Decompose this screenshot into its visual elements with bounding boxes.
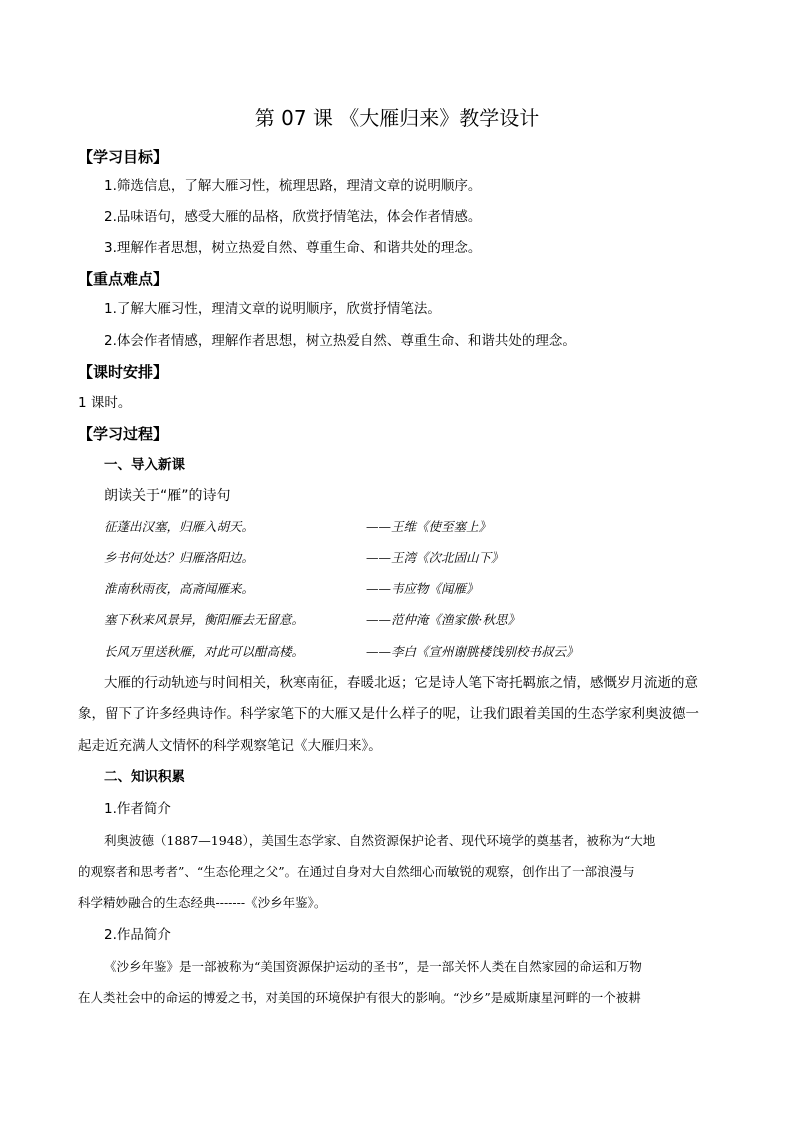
- poem-line: 淮南秋雨夜，高斋闻雁来。: [104, 581, 255, 596]
- goal-item: 2.品味语句，感受大雁的品格，欣赏抒情笔法，体会作者情感。: [104, 209, 482, 225]
- schedule-text: 1 课时。: [78, 395, 132, 411]
- heading-learning-process: 【学习过程】: [78, 425, 169, 443]
- page-title: 第 07 课 《大雁归来》教学设计: [254, 106, 540, 130]
- poem-source: ——韦应物《闻雁》: [366, 581, 479, 596]
- author-intro-line: 的观察者和思考者”、“生态伦理之父”。在通过自身对大自然细心而敏锐的观察，创作出了一部浪漫与: [78, 864, 635, 879]
- work-intro-title: 2.作品简介: [104, 927, 171, 943]
- poem-source: ——范仲淹《渔家傲·秋思》: [366, 612, 520, 627]
- author-intro-line: 科学精妙融合的生态经典-------《沙乡年鉴》。: [78, 895, 327, 910]
- key-item: 1.了解大雁习性，理清文章的说明顺序，欣赏抒情笔法。: [104, 301, 441, 317]
- part1-title: 一、导入新课: [104, 457, 185, 473]
- poem-line: 塞下秋来风景异，衡阳雁去无留意。: [104, 612, 305, 627]
- poem-intro: 朗读关于“雁”的诗句: [104, 488, 231, 504]
- part2-title: 二、知识积累: [104, 769, 185, 785]
- work-intro-line: 在人类社会中的命运的博爱之书，对美国的环境保护有很大的影响。“沙乡”是威斯康星河畔的一个被耕: [78, 990, 641, 1005]
- heading-learning-goals: 【学习目标】: [78, 148, 169, 166]
- intro-paragraph-line: 象，留下了许多经典诗作。科学家笔下的大雁又是什么样子的呢，让我们跟着美国的生态学家利奥波德一: [78, 706, 699, 722]
- poem-line: 征蓬出汉塞，归雁入胡天。: [104, 519, 255, 534]
- goal-item: 3.理解作者思想，树立热爱自然、尊重生命、和谐共处的理念。: [104, 240, 482, 256]
- work-intro-line: 《沙乡年鉴》是一部被称为“美国资源保护运动的圣书”，是一部关怀人类在自然家园的命运和万物: [104, 959, 642, 974]
- poem-line: 乡书何处达？归雁洛阳边。: [104, 550, 255, 565]
- heading-key-points: 【重点难点】: [78, 270, 169, 288]
- poem-source: ——王湾《次北固山下》: [366, 550, 504, 565]
- heading-schedule: 【课时安排】: [78, 363, 169, 381]
- poem-line: 长风万里送秋雁，对此可以酣高楼。: [104, 644, 305, 659]
- author-intro-line: 利奥波德（1887—1948），美国生态学家、自然资源保护论者、现代环境学的奠基者，被称为“大地: [104, 833, 656, 848]
- author-intro-title: 1.作者简介: [104, 801, 171, 817]
- poem-source: ——李白《宣州谢朓楼饯别校书叔云》: [366, 644, 579, 659]
- intro-paragraph-line: 大雁的行动轨迹与时间相关，秋寒南征，春暖北返；它是诗人笔下寄托羁旅之情，感慨岁月流逝的意: [104, 675, 698, 691]
- poem-source: ——王维《使至塞上》: [366, 519, 492, 534]
- intro-paragraph-line: 起走近充满人文情怀的科学观察笔记《大雁归来》。: [78, 738, 382, 754]
- goal-item: 1.筛选信息，了解大雁习性，梳理思路，理清文章的说明顺序。: [104, 178, 482, 194]
- key-item: 2.体会作者情感，理解作者思想，树立热爱自然、尊重生命、和谐共处的理念。: [104, 333, 576, 349]
